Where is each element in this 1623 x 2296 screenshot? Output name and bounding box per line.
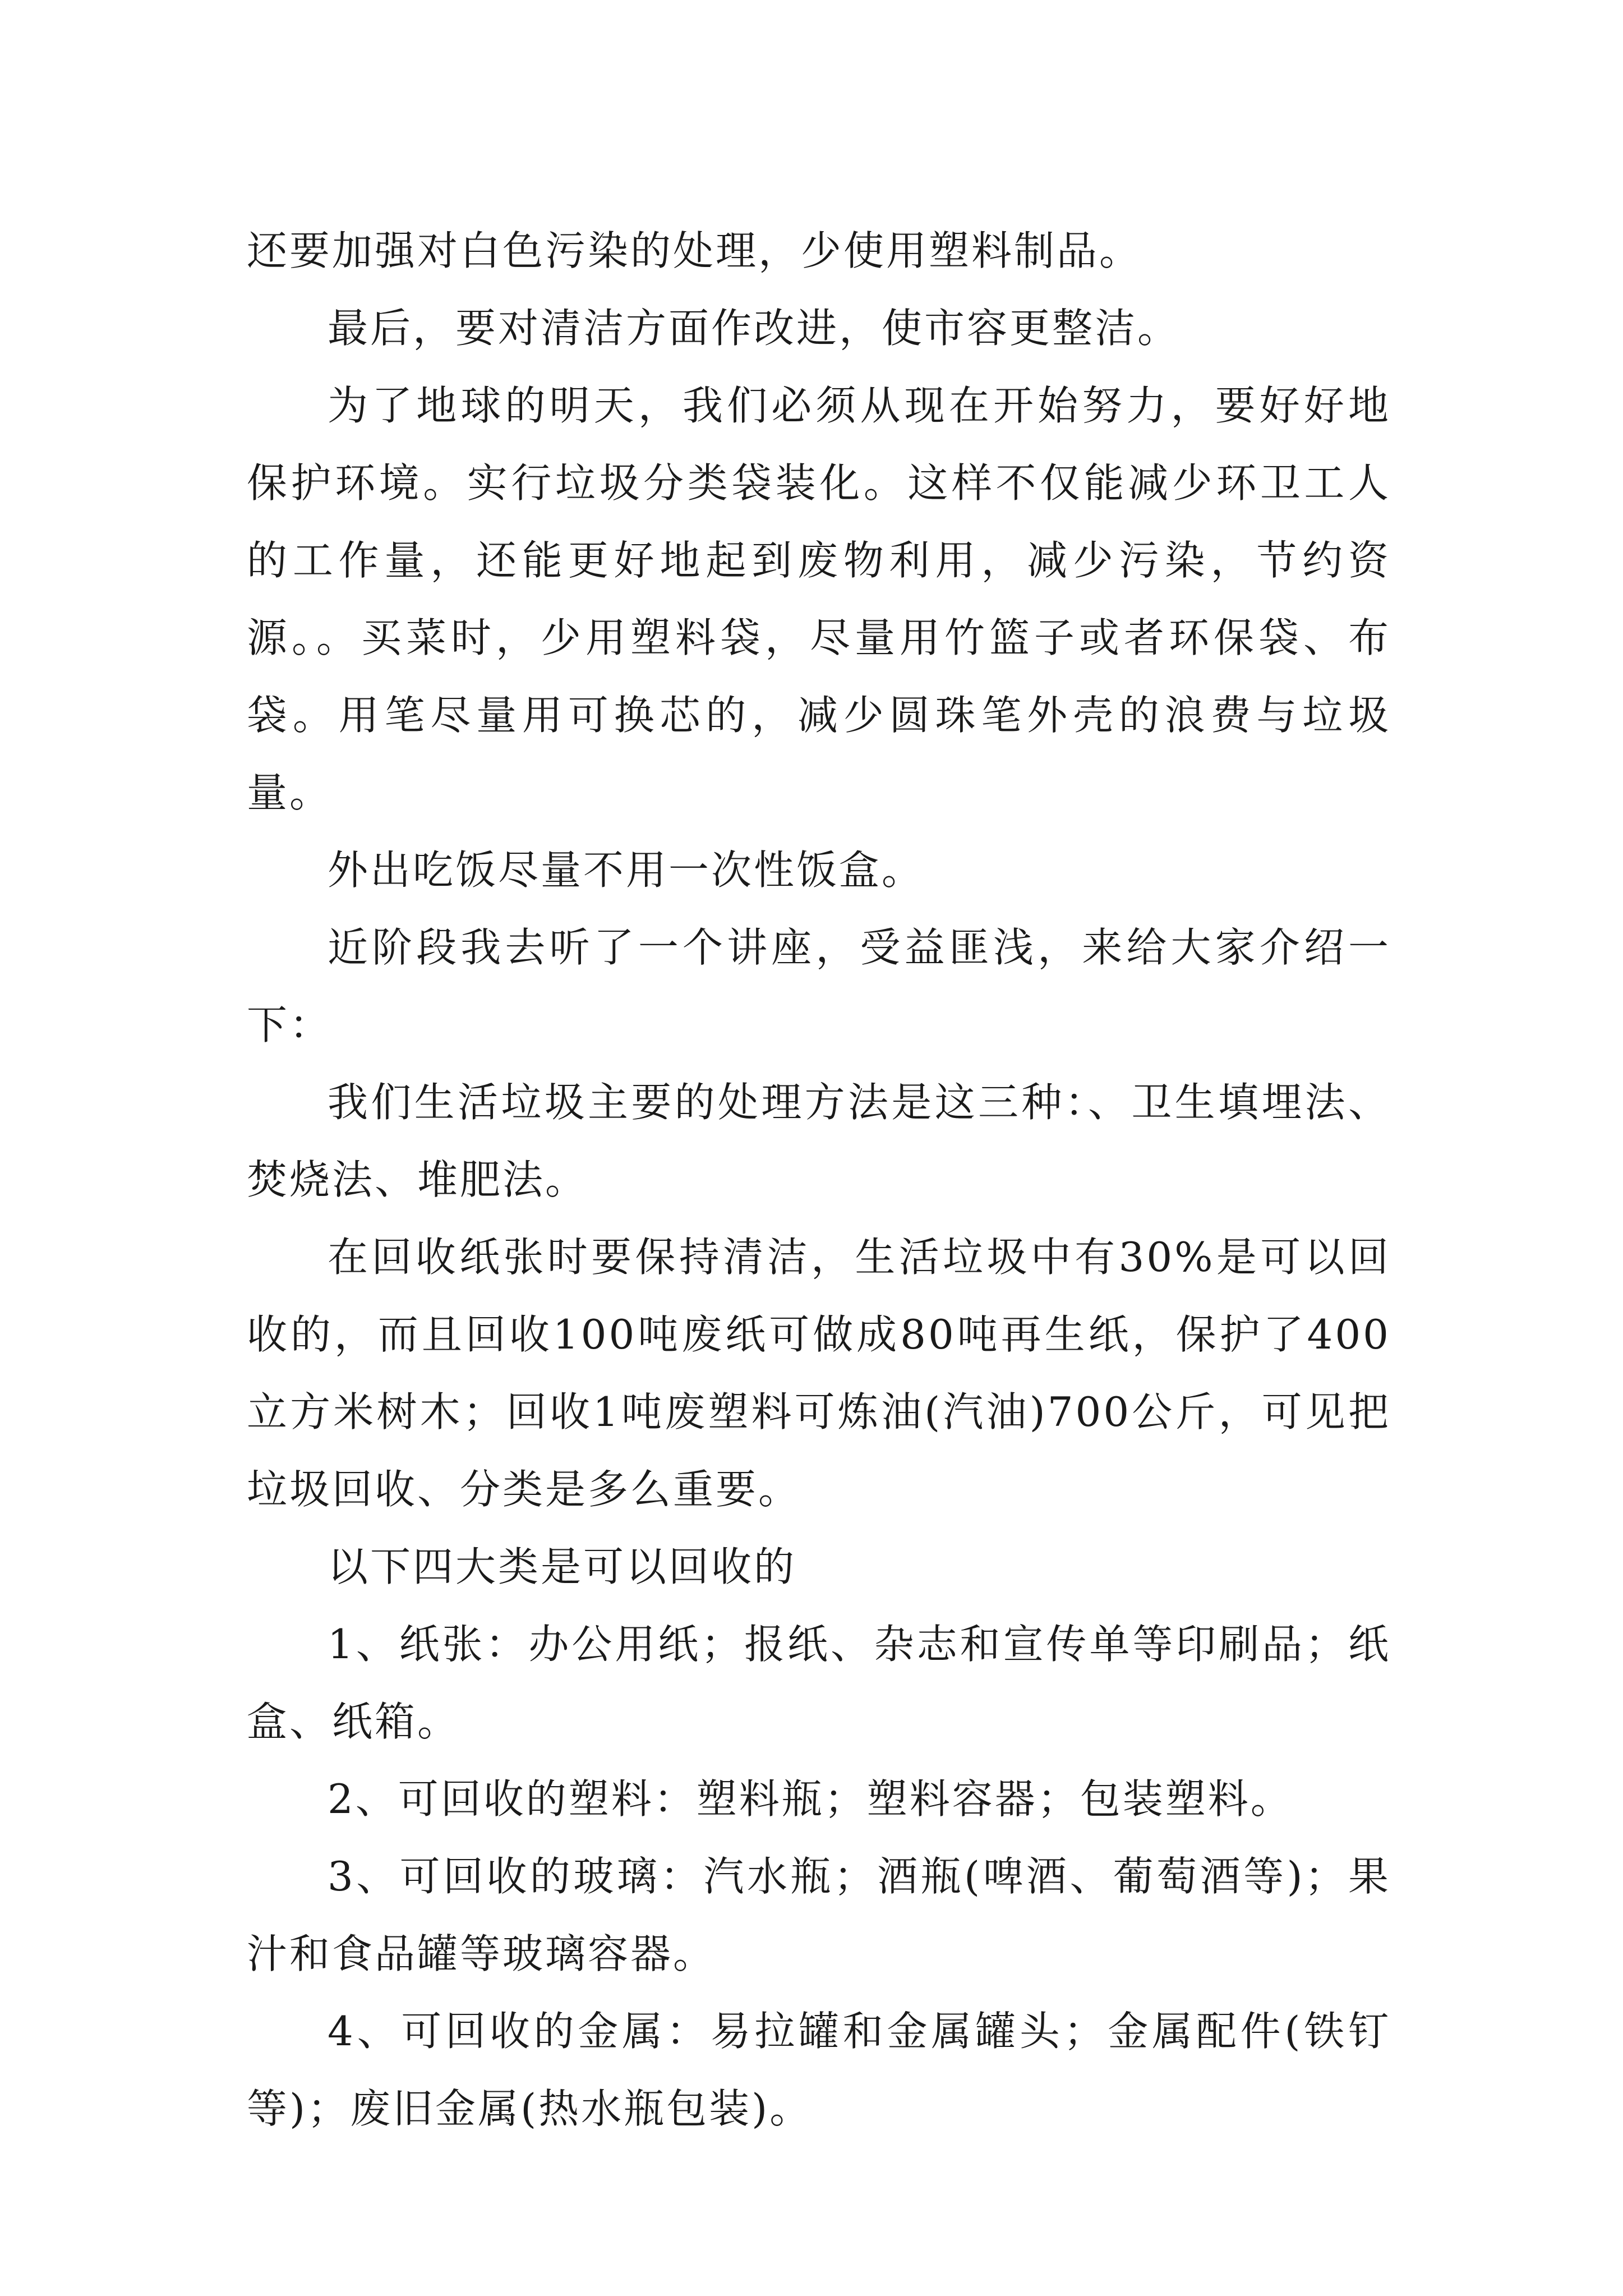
- paragraph: 最后，要对清洁方面作改进，使市容更整洁。: [328, 305, 1181, 352]
- paragraph: 1、纸张：办公用纸；报纸、杂志和宣传单等印刷品；纸盒、纸箱。: [247, 1621, 1391, 1745]
- paragraph: 还要加强对白色污染的处理，少使用塑料制品。: [247, 227, 1142, 274]
- paragraph: 近阶段我去听了一个讲座，受益匪浅，来给大家介绍一下：: [247, 924, 1391, 1048]
- paragraph: 我们生活垃圾主要的处理方法是这三种：、卫生填埋法、焚烧法、堆肥法。: [247, 1079, 1391, 1203]
- paragraph: 2、可回收的塑料：塑料瓶；塑料容器；包装塑料。: [328, 1775, 1293, 1823]
- document-body: [247, 212, 1391, 2147]
- paragraph: 3、可回收的玻璃：汽水瓶；酒瓶(啤酒、葡萄酒等)；果汁和食品罐等玻璃容器。: [247, 1853, 1391, 1977]
- paragraph: 4、可回收的金属：易拉罐和金属罐头；金属配件(铁钉等)；废旧金属(热水瓶包装)。: [247, 2008, 1391, 2132]
- paragraph: 以下四大类是可以回收的: [328, 1543, 797, 1590]
- paragraph: 外出吃饭尽量不用一次性饭盒。: [328, 846, 925, 894]
- paragraph: 为了地球的明天，我们必须从现在开始努力，要好好地保护环境。实行垃圾分类袋装化。这样不仅能减少环卫工人的工作量，还能更好地起到废物利用，减少污染，节约资源。。买菜时，少用塑料袋，尽量用竹篮子或者环保袋、布袋。用笔尽量用可换芯的，减少圆珠笔外壳的浪费与垃圾量。: [247, 382, 1391, 816]
- paragraph: 在回收纸张时要保持清洁，生活垃圾中有30%是可以回收的，而且回收100吨废纸可做成80吨再生纸，保护了400立方米树木；回收1吨废塑料可炼油(汽油)700公斤，可见把垃圾回收、分类是多么重要。: [247, 1234, 1391, 1513]
